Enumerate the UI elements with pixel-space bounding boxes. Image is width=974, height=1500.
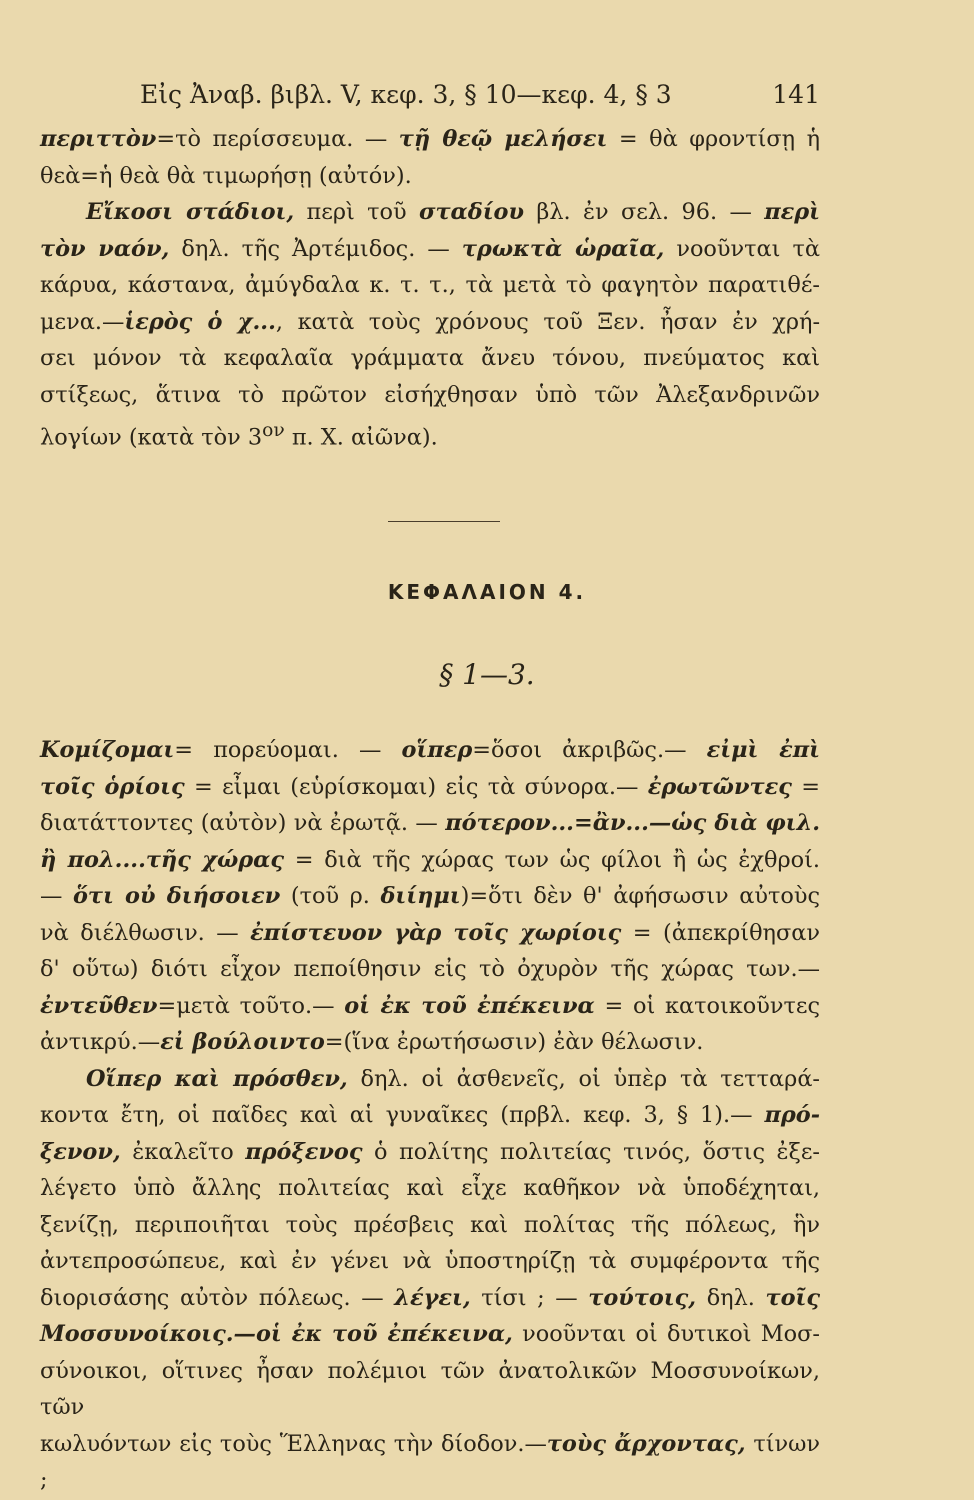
section-divider (388, 521, 500, 522)
text-run: , κατὰ τοὺς χρόνους τοῦ Ξεν. ἦσαν ἐν χρή- (275, 308, 821, 335)
lemma: εἰμὶ ἐπὶ (706, 737, 820, 763)
text-line (40, 1097, 820, 1134)
section-title: § 1—3. (439, 658, 535, 691)
text-run: δηλ. οἱ ἀσθενεῖς, οἱ ὑπὲρ τὰ τετταρά- (347, 1065, 821, 1092)
lemma: σταδίου (418, 199, 525, 225)
text-line (40, 340, 820, 377)
lemma: Οἵπερ καὶ πρόσθεν, (86, 1065, 348, 1092)
text-line (40, 732, 820, 769)
text-run: — (40, 883, 73, 909)
text-run: =μετὰ τοῦτο.— (157, 992, 345, 1019)
text-run: = διὰ τῆς χώρας των ὡς φίλοι ἢ ὡς ἐχθροί. (284, 846, 820, 873)
lemma: περὶ (764, 199, 820, 225)
lemma: πότερον...=ἂν...—ὡς διὰ φιλ. (445, 810, 820, 836)
text-line (40, 1207, 820, 1244)
text-line (40, 1243, 820, 1280)
text-run: διορισάσης αὐτὸν πόλεως. — (40, 1284, 395, 1311)
chapter-title: ΚΕΦΑΛΑΙΟΝ 4. (387, 580, 587, 604)
page-number: 141 (772, 80, 820, 109)
text-line (40, 1061, 820, 1098)
text-line (40, 1170, 820, 1207)
lemma: ξενον, (40, 1138, 121, 1165)
commentary-chapter-4 (40, 732, 820, 1499)
text-run: μενα.— (40, 308, 125, 335)
superscript: ον (262, 420, 285, 441)
text-run: ἀντικρύ.— (40, 1029, 161, 1055)
lemma: διίημι (380, 883, 461, 909)
text-line (40, 377, 820, 414)
text-run: τίνων ; (40, 1430, 820, 1493)
text-run: )=ὅτι δὲν θ' ἀφήσωσιν αὐτοὺς (460, 883, 820, 909)
lemma: ἐντεῦθεν (40, 992, 158, 1019)
text-run: σύνοικοι, οἵτινες ἦσαν πολέμιοι τῶν ἀνατολικῶν Μοσσυνοίκων, τῶν (40, 1357, 820, 1420)
lemma: λέγει, (394, 1284, 471, 1311)
text-line (40, 304, 820, 341)
text-run: (τοῦ ρ. (280, 883, 381, 909)
text-line (40, 1024, 820, 1061)
text-run: στίξεως, ἅτινα τὸ πρῶτον εἰσήχθησαν ὑπὸ τῶν Ἀλεξανδρινῶν (40, 381, 820, 408)
text-line (40, 842, 820, 879)
text-run: κωλυόντων εἰς τοὺς Ἕλληνας τὴν δίοδον.— (40, 1430, 547, 1457)
lemma: Μοσσυνοίκοις.—οἱ ἐκ τοῦ ἐπέκεινα, (40, 1321, 513, 1347)
text-line (40, 1426, 820, 1499)
lemma: τὸν ναόν, (40, 235, 170, 262)
text-run: ἐκαλεῖτο (120, 1138, 246, 1165)
text-run: = εἶμαι (εὑρίσκομαι) εἰς τὰ σύνορα.— (184, 773, 648, 800)
text-run: = οἱ κατοικοῦντες (594, 992, 821, 1019)
text-run: = (791, 773, 820, 800)
lemma: Κομίζομαι (40, 737, 175, 763)
lemma: πρόξενος (245, 1138, 363, 1165)
lemma: ἢ πολ....τῆς χώρας (40, 846, 285, 873)
text-line (40, 231, 820, 268)
text-run: π. Χ. αἰῶνα). (284, 424, 438, 451)
text-run: νὰ διέλθωσιν. — (40, 919, 251, 946)
text-line (40, 413, 820, 456)
text-line (40, 267, 820, 304)
text-run: λογίων (κατὰ τὸν 3 (40, 424, 263, 451)
lemma: ὅτι οὐ διήσοιεν (72, 883, 281, 909)
lemma: ἱερὸς ὁ χ... (124, 308, 276, 335)
lemma: ἐρωτῶντες (647, 773, 792, 800)
lemma: ἐπίστευον γὰρ τοῖς χωρίοις (250, 919, 622, 946)
lemma: περιττὸν (40, 126, 157, 152)
text-line (40, 878, 820, 915)
text-line (40, 1280, 820, 1317)
text-line (40, 805, 820, 842)
text-run: κάρυα, κάστανα, ἀμύγδαλα κ. τ. τ., τὰ μετὰ τὸ φαγητὸν παρατιθέ- (40, 272, 820, 298)
text-line (40, 194, 820, 231)
text-line (40, 915, 820, 952)
text-run: = (ἀπεκρίθησαν (621, 919, 820, 946)
text-run: =(ἵνα ἐρωτήσωσιν) ἐὰν θέλωσιν. (324, 1029, 704, 1055)
text-run: ὁ πολίτης πολιτείας τινός, ὅστις ἐξε- (362, 1138, 821, 1165)
text-run: νοοῦνται τὰ (664, 235, 820, 262)
text-line (40, 951, 820, 988)
text-run: νοοῦνται οἱ δυτικοὶ Μοσ- (512, 1321, 820, 1347)
text-run: = θὰ φροντίσῃ ἡ (607, 126, 821, 152)
text-run: δηλ. τῆς Ἀρτέμιδος. — (169, 235, 462, 262)
lemma: τῇ θεῷ μελήσει (398, 126, 608, 152)
text-run: σει μόνον τὰ κεφαλαῖα γράμματα ἄνευ τόνου, πνεύματος καὶ (40, 345, 820, 371)
page-header (140, 80, 820, 109)
text-run: λέγετο ὑπὸ ἄλλης πολιτείας καὶ εἶχε καθῆκον νὰ ὑποδέχηται, (40, 1175, 820, 1201)
text-line (40, 1316, 820, 1353)
text-run: θεὰ=ἡ θεὰ θὰ τιμωρήσῃ (αὐτόν). (40, 162, 412, 189)
lemma: τοὺς ἄρχοντας, (546, 1430, 746, 1457)
text-run: δ' οὕτω) διότι εἶχον πεποίθησιν εἰς τὸ ὀχυρὸν τῆς χώρας των.— (40, 956, 820, 982)
text-line (40, 769, 820, 806)
text-run: βλ. ἐν σελ. 96. — (524, 199, 765, 225)
text-run: = πορεύομαι. — (174, 737, 402, 763)
text-run: =τὸ περίσσευμα. — (156, 126, 399, 152)
commentary-chapter-3 (40, 121, 820, 456)
text-run: ἀντεπροσώπευε, καὶ ἐν γένει νὰ ὑποστηρίζῃ τὰ συμφέροντα τῆς (40, 1248, 820, 1274)
text-line (40, 1134, 820, 1171)
lemma: εἰ βούλοιντο (160, 1029, 325, 1055)
text-run: διατάττοντες (αὐτὸν) νὰ ἐρωτᾷ. — (40, 810, 446, 836)
lemma: τούτοις, (588, 1284, 697, 1311)
text-run: ξενίζῃ, περιποιῆται τοὺς πρέσβεις καὶ πολίτας τῆς πόλεως, ἣν (40, 1211, 820, 1238)
text-line (40, 1353, 820, 1426)
text-run: περὶ τοῦ (294, 199, 419, 225)
text-run: δηλ. (696, 1284, 766, 1311)
text-line (40, 158, 820, 195)
text-run: τίσι ; — (470, 1284, 589, 1311)
lemma: οἱ ἐκ τοῦ ἐπέκεινα (344, 992, 595, 1019)
text-run: κοντα ἔτη, οἱ παῖδες καὶ αἱ γυναῖκες (πρβλ. κεφ. 3, § 1).— (40, 1102, 765, 1128)
lemma: πρό- (764, 1102, 820, 1128)
lemma: οἵπερ (401, 737, 473, 763)
text-run: =ὅσοι ἀκριβῶς.— (472, 737, 707, 763)
text-line (40, 988, 820, 1025)
running-title: Εἰς Ἀναβ. βιβλ. V, κεφ. 3, § 10—κεφ. 4, § 3 (140, 80, 672, 109)
lemma: τοῖς (765, 1284, 820, 1311)
text-line (40, 121, 820, 158)
lemma: Εἴκοσι στάδιοι, (86, 199, 295, 225)
lemma: τοῖς ὁρίοις (40, 773, 185, 800)
lemma: τρωκτὰ ὡραῖα, (461, 235, 665, 262)
